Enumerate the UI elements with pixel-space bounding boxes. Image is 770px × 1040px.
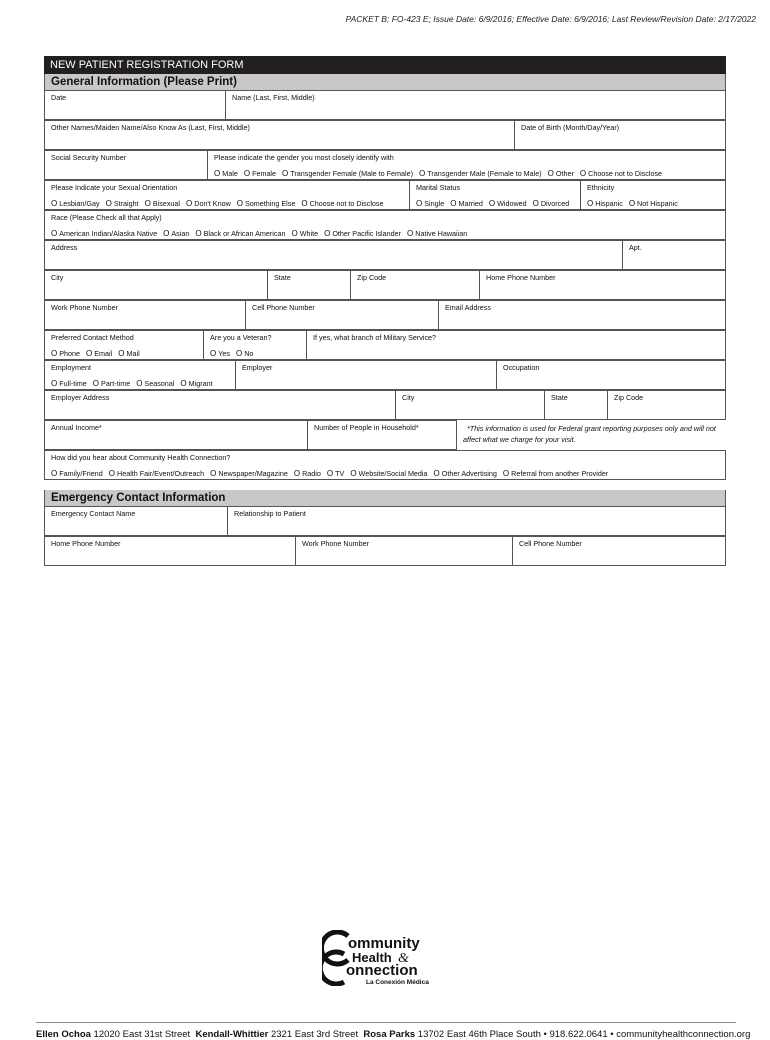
marital-field: Marital Status O Single O Married O Widowed O Divorced <box>410 181 581 210</box>
footer-website[interactable]: communityhealthconnection.org <box>616 1029 751 1040</box>
form-title: NEW PATIENT REGISTRATION FORM <box>44 56 726 74</box>
general-info-table <box>44 90 726 120</box>
occupation-field[interactable]: Occupation <box>497 361 726 390</box>
race-option[interactable] <box>407 229 467 238</box>
radio-circle-icon[interactable]: O <box>419 169 426 178</box>
radio-circle-icon[interactable]: O <box>301 199 308 208</box>
radio-circle-icon[interactable]: O <box>291 229 298 238</box>
footer-divider <box>36 1022 736 1023</box>
radio-circle-icon[interactable]: O <box>144 199 151 208</box>
radio-circle-icon[interactable]: O <box>51 229 58 238</box>
footer-loc1-addr: 12020 East 31st Street <box>93 1029 191 1040</box>
logo-line3: onnection <box>346 962 418 979</box>
community-health-connection-logo <box>322 930 452 986</box>
employment-option-label: Seasonal <box>144 379 175 388</box>
referral-source-option-label: Referral from another Provider <box>511 469 609 478</box>
footer-locations <box>36 1029 750 1040</box>
race-option[interactable] <box>163 229 189 238</box>
footer-sep-2: • <box>610 1029 614 1040</box>
gender-option-label: Transgender Male (Female to Male) <box>427 169 542 178</box>
orientation-option-label: Something Else <box>245 199 296 208</box>
contact-method-option[interactable] <box>86 349 112 358</box>
apt-field[interactable]: Apt. <box>623 241 726 270</box>
orientation-option-label: Bisexual <box>152 199 181 208</box>
emergency-section-heading: Emergency Contact Information <box>44 490 726 506</box>
marital-option-label: Single <box>424 199 445 208</box>
referral-source-options <box>51 463 721 479</box>
radio-circle-icon[interactable]: O <box>108 469 116 478</box>
logo-ampersand: & <box>398 951 409 966</box>
ethnicity-option[interactable] <box>587 199 623 208</box>
annual-income-field[interactable]: Annual Income* <box>45 421 308 450</box>
radio-circle-icon[interactable]: O <box>51 469 58 478</box>
ethnicity-option[interactable] <box>629 199 678 208</box>
radio-circle-icon[interactable]: O <box>532 199 539 208</box>
radio-circle-icon[interactable]: O <box>628 199 636 208</box>
date-field[interactable]: Date <box>45 91 226 120</box>
gender-option-label: Transgender Female (Male to Female) <box>290 169 414 178</box>
referral-source-option[interactable] <box>434 469 497 478</box>
gender-option-label: Male <box>222 169 238 178</box>
gender-option-label: Choose not to Disclose <box>588 169 663 178</box>
emergency-name-field[interactable]: Emergency Contact Name <box>45 507 228 536</box>
orientation-options <box>51 193 405 209</box>
referral-source-option-label: Other Advertising <box>441 469 497 478</box>
employment-option[interactable] <box>93 379 130 388</box>
radio-circle-icon[interactable]: O <box>86 349 93 358</box>
radio-circle-icon[interactable]: O <box>282 169 289 178</box>
contact-method-option-label: Email <box>94 349 113 358</box>
marital-option[interactable] <box>489 199 527 208</box>
orientation-option[interactable] <box>106 199 139 208</box>
referral-source-option[interactable] <box>109 469 204 478</box>
gender-option[interactable] <box>580 169 662 178</box>
radio-circle-icon[interactable]: O <box>324 229 331 238</box>
radio-circle-icon[interactable]: O <box>136 379 143 388</box>
employer-field[interactable]: Employer <box>236 361 497 390</box>
employer-city-field[interactable]: City <box>396 391 545 420</box>
home-phone-field[interactable]: Home Phone Number <box>480 271 726 300</box>
employment-option[interactable] <box>51 379 87 388</box>
race-option[interactable] <box>51 229 157 238</box>
veteran-option[interactable] <box>236 349 253 358</box>
orientation-option-label: Lesbian/Gay <box>59 199 100 208</box>
gender-option-label: Female <box>252 169 277 178</box>
logo-c-mark-bottom <box>322 952 344 984</box>
gender-option-label: Other <box>555 169 574 178</box>
contact-method-option[interactable] <box>51 349 80 358</box>
work-phone-field[interactable]: Work Phone Number <box>45 301 246 330</box>
orientation-option-label: Straight <box>113 199 139 208</box>
orientation-option-label: Don't Know <box>194 199 231 208</box>
radio-circle-icon[interactable]: O <box>180 379 187 388</box>
marital-options <box>416 193 576 209</box>
radio-circle-icon[interactable]: O <box>214 169 221 178</box>
radio-circle-icon[interactable]: O <box>195 229 202 238</box>
emergency-work-phone-field[interactable]: Work Phone Number <box>296 537 513 566</box>
referral-source-option[interactable] <box>503 469 608 478</box>
employment-option[interactable] <box>180 379 212 388</box>
household-field[interactable]: Number of People in Household* <box>308 421 457 450</box>
radio-circle-icon[interactable]: O <box>210 469 217 478</box>
race-option[interactable] <box>195 229 285 238</box>
radio-circle-icon[interactable]: O <box>118 349 125 358</box>
radio-circle-icon[interactable]: O <box>579 169 587 178</box>
referral-source-option-label: Website/Social Media <box>358 469 428 478</box>
contact-method-field: Preferred Contact Method O Phone O Email O Mail <box>45 331 204 360</box>
employer-address-field[interactable]: Employer Address <box>45 391 396 420</box>
radio-circle-icon[interactable]: O <box>236 199 244 208</box>
city-field[interactable]: City <box>45 271 268 300</box>
footer-loc2-name: Kendall-Whittier <box>195 1029 269 1040</box>
ethnicity-options <box>587 193 721 209</box>
marital-option[interactable] <box>450 199 483 208</box>
radio-circle-icon[interactable]: O <box>235 349 243 358</box>
relationship-field[interactable]: Relationship to Patient <box>228 507 726 536</box>
emergency-info-table <box>44 506 726 536</box>
radio-circle-icon[interactable]: O <box>210 349 217 358</box>
referral-source-option-label: Newspaper/Magazine <box>218 469 288 478</box>
footer-loc3-name: Rosa Parks <box>363 1029 416 1040</box>
orientation-option[interactable] <box>301 199 383 208</box>
referral-source-option-label: Health Fair/Event/Outreach <box>117 469 205 478</box>
referral-source-option[interactable] <box>210 469 288 478</box>
radio-circle-icon[interactable]: O <box>51 199 58 208</box>
race-option-label: Other Pacific Islander <box>332 229 402 238</box>
radio-circle-icon[interactable]: O <box>587 199 594 208</box>
race-field: Race (Please Check all that Apply) O American Indian/Alaska Native O Asian O Black or African American O White O Other Pacific Islander O Native Hawaiian <box>45 211 726 240</box>
radio-circle-icon[interactable]: O <box>243 169 251 178</box>
gender-option[interactable] <box>282 169 413 178</box>
radio-circle-icon[interactable]: O <box>105 199 112 208</box>
orientation-option[interactable] <box>145 199 180 208</box>
state-field[interactable]: State <box>268 271 351 300</box>
veteran-options <box>210 343 302 359</box>
radio-circle-icon[interactable]: O <box>407 229 414 238</box>
orientation-field: Please Indicate your Sexual Orientation O Lesbian/Gay O Straight O Bisexual O Don't Know O Something Else O Choose not to Disclose <box>45 181 410 210</box>
veteran-option-label: Yes <box>218 349 230 358</box>
veteran-field: Are you a Veteran? O Yes O No <box>204 331 307 360</box>
referral-source-option-label: Radio <box>302 469 321 478</box>
footer-sep-1: • <box>543 1029 547 1040</box>
gender-options <box>214 163 721 179</box>
income-note: *This information is used for Federal grant reporting purposes only and will not affect what we charge for your visit. <box>463 423 716 444</box>
ethnicity-field: Ethnicity O Hispanic O Not Hispanic <box>581 181 726 210</box>
marital-option-label: Divorced <box>540 199 570 208</box>
referral-source-option[interactable] <box>294 469 321 478</box>
footer-loc3-addr: 13702 East 46th Place South <box>417 1029 541 1040</box>
other-names-field[interactable]: Other Names/Maiden Name/Also Know As (Last, First, Middle) <box>45 121 515 150</box>
veteran-option[interactable] <box>210 349 230 358</box>
dob-field[interactable]: Date of Birth (Month/Day/Year) <box>515 121 726 150</box>
logo-tagline: La Conexión Médica <box>366 979 429 986</box>
footer-loc1-name: Ellen Ochoa <box>36 1029 91 1040</box>
registration-form <box>44 56 726 566</box>
address-field[interactable]: Address <box>45 241 623 270</box>
zip-field[interactable]: Zip Code <box>351 271 480 300</box>
logo-c-mark-top <box>322 932 348 964</box>
contact-method-option[interactable] <box>118 349 139 358</box>
emergency-cell-phone-field[interactable]: Cell Phone Number <box>513 537 726 566</box>
marital-option[interactable] <box>416 199 444 208</box>
ethnicity-option-label: Hispanic <box>595 199 623 208</box>
employment-option[interactable] <box>136 379 174 388</box>
referral-source-option[interactable] <box>350 469 427 478</box>
radio-circle-icon[interactable]: O <box>92 379 100 388</box>
employment-option-label: Migrant <box>188 379 213 388</box>
ethnicity-option-label: Not Hispanic <box>637 199 678 208</box>
marital-option[interactable] <box>533 199 570 208</box>
radio-circle-icon[interactable]: O <box>51 349 58 358</box>
footer-loc2-addr: 2321 East 3rd Street <box>270 1029 359 1040</box>
radio-circle-icon[interactable]: O <box>326 469 334 478</box>
contact-method-option-label: Phone <box>59 349 81 358</box>
military-branch-field[interactable]: If yes, what branch of Military Service? <box>307 331 726 360</box>
emergency-home-phone-field[interactable]: Home Phone Number <box>45 537 296 566</box>
gender-option[interactable] <box>244 169 276 178</box>
orientation-option-label: Choose not to Disclose <box>309 199 384 208</box>
radio-circle-icon[interactable]: O <box>488 199 496 208</box>
radio-circle-icon[interactable]: O <box>416 199 423 208</box>
referral-source-option-label: Family/Friend <box>59 469 103 478</box>
orientation-option[interactable] <box>237 199 296 208</box>
general-section-heading: General Information (Please Print) <box>44 74 726 90</box>
footer-phone: 918.622.0641 <box>549 1029 608 1040</box>
race-options <box>51 223 721 239</box>
orientation-option[interactable] <box>186 199 231 208</box>
referral-source-field: How did you hear about Community Health Connection? O Family/Friend O Health Fair/Event/Outreach O Newspaper/Magazine O Radio O TV O Website/Social Media O Other Advertising O Referral from another Provider <box>45 451 726 480</box>
employer-zip-field[interactable]: Zip Code <box>608 391 726 420</box>
veteran-option-label: No <box>244 349 254 358</box>
ssn-field[interactable]: Social Security Number <box>45 151 208 180</box>
email-field[interactable]: Email Address <box>439 301 726 330</box>
radio-circle-icon[interactable]: O <box>350 469 357 478</box>
employment-field: Employment O Full-time O Part-time O Seasonal O Migrant <box>45 361 236 390</box>
contact-method-options <box>51 343 199 359</box>
employment-option-label: Full-time <box>59 379 87 388</box>
gender-option[interactable] <box>548 169 574 178</box>
marital-option-label: Married <box>458 199 483 208</box>
referral-source-option[interactable] <box>327 469 344 478</box>
radio-circle-icon[interactable]: O <box>502 469 510 478</box>
marital-option-label: Widowed <box>497 199 527 208</box>
logo-line2: Health <box>352 950 392 965</box>
radio-circle-icon[interactable]: O <box>433 469 440 478</box>
document-header: PACKET B; FO-423 E; Issue Date: 6/9/2016; Effective Date: 6/9/2016; Last Review/Revision Date: 2/17/2022 <box>345 14 756 24</box>
radio-circle-icon[interactable]: O <box>293 469 301 478</box>
employer-state-field[interactable]: State <box>545 391 608 420</box>
cell-phone-field[interactable]: Cell Phone Number <box>246 301 439 330</box>
radio-circle-icon[interactable]: O <box>186 199 193 208</box>
orientation-option[interactable] <box>51 199 100 208</box>
contact-method-option-label: Mail <box>126 349 140 358</box>
radio-circle-icon[interactable]: O <box>163 229 170 238</box>
radio-circle-icon[interactable]: O <box>450 199 457 208</box>
race-option-label: Asian <box>171 229 190 238</box>
race-option[interactable] <box>291 229 318 238</box>
logo-line1: ommunity <box>348 935 420 952</box>
gender-field: Please indicate the gender you most closely identify with O Male O Female O Transgender Female (Male to Female) O Transgender Male (Female to Male) O Other O Choose not to Disclose <box>208 151 726 180</box>
radio-circle-icon[interactable]: O <box>547 169 554 178</box>
referral-source-option-label: TV <box>335 469 345 478</box>
name-field[interactable]: Name (Last, First, Middle) <box>226 91 726 120</box>
race-option[interactable] <box>324 229 401 238</box>
radio-circle-icon[interactable]: O <box>51 379 58 388</box>
gender-option[interactable] <box>419 169 542 178</box>
race-option-label: American Indian/Alaska Native <box>59 229 158 238</box>
employment-option-label: Part-time <box>101 379 131 388</box>
race-option-label: Black or African American <box>203 229 286 238</box>
race-option-label: White <box>299 229 319 238</box>
employment-options <box>51 373 231 389</box>
gender-option[interactable] <box>214 169 238 178</box>
race-option-label: Native Hawaiian <box>415 229 468 238</box>
referral-source-option[interactable] <box>51 469 103 478</box>
